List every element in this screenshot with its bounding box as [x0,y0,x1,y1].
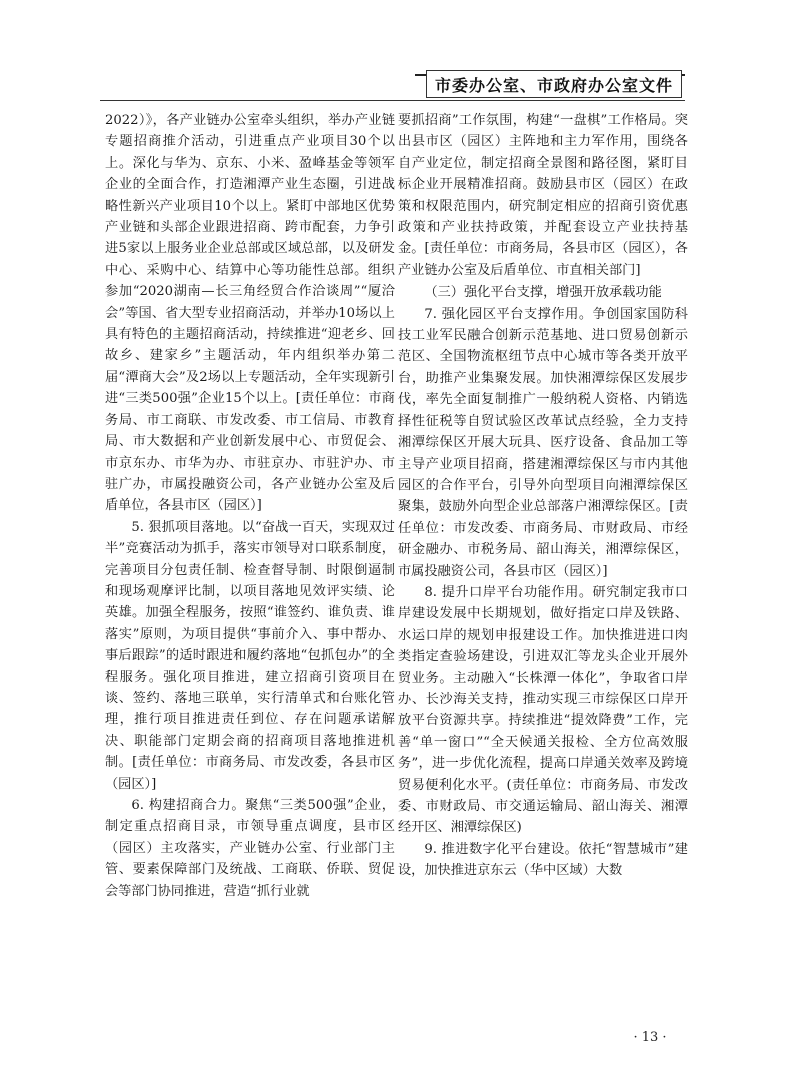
paragraph-item-8: 8. 提升口岸平台功能作用。研究制定我市口岸建设发展中长期规划，做好指定口岸及铁路、水运口岸的规划申报建设工作。加快推进进口肉类指定查验场建设，引进双汇等龙头企业开展外贸业务。主动融入“长株潭一体化”，争取省口岸办、长沙海关支持，推动实现三市综保区口岸开放平台资源共享。持续推进“提效降费”工作，完善“单一窗口”“全天候通关报检、全方位高效服务”，进一步优化流程，提高口岸通关效率及跨境贸易便利化水平。(责任单位：市商务局、市发改委、市财政局、市交通运输局、韶山海关、湘潭经开区、湘潭综保区) [398,584,688,836]
paragraph-continued-right: 要抓招商”工作氛围，构建“一盘棋”工作格局。突出县市区（园区）主阵地和主力军作用，围绕各自产业定位，制定招商全景图和路径图，紧盯目标企业开展精准招商。鼓励县市区（园区）在政策和权限范围内，研究制定相应的招商引资优惠政策和产业扶持政策，并配套设立产业扶持基金。[责任单位：市商务局，各县市区（园区），各产业链办公室及后盾单位、市直相关部门] [398,113,688,278]
header-divider [100,100,685,101]
page-number: · 13 · [633,1030,667,1045]
paragraph-item-9: 9. 推进数字化平台建设。依托“智慧城市”建设，加快推进京东云（华中区域）大数 [398,841,688,879]
section-heading-3: （三）强化平台支撑，增强开放承载功能 [424,285,662,301]
running-header [426,70,682,98]
paragraph-item-6: 6. 构建招商合力。聚焦“三类500强”企业，制定重点招商目录，市领导重点调度，县市区（园区）主攻落实，产业链办公室、行业部门主管、要素保障部门及统战、工商联、侨联、贸促会等部门协同推进，营造“抓行业就 [105,798,395,899]
running-header-title: 市委办公室、市政府办公室文件 [434,75,673,95]
right-column [398,110,688,882]
left-column [105,110,395,902]
paragraph-item-5: 5. 狠抓项目落地。以“奋战一百天，实现双过半”竞赛活动为抓手，落实市领导对口联系制度，完善项目分包责任制、检查督导制、时限倒逼制和现场观摩评比制，以项目落地见效评实绩、论英雄。加强全程服务，按照“谁签约、谁负责、谁落实”原则，为项目提供“事前介入、事中帮办、事后跟踪”的适时跟进和履约落地“包抓包办”的全程服务。强化项目推进，建立招商引资项目在谈、签约、落地三联单，实行清单式和台账化管理，推行项目推进责任到位、存在问题承诺解决、职能部门定期会商的招商项目落地推进机制。[责任单位：市商务局、市发改委，各县市区（园区）] [105,519,395,792]
paragraph-item-7: 7. 强化园区平台支撑作用。争创国家国防科技工业军民融合创新示范基地、进口贸易创新示范区、全国物流枢纽节点中心城市等各类开放平台，助推产业集聚发展。加快湘潭综保区发展步伐，率先全面复制推广一般纳税人资格、内销选择性征税等自贸试验区改革试点经验，全力支持湘潭综保区开展大玩具、医疗设备、食品加工等主导产业项目招商，搭建湘潭综保区与市内其他园区的合作平台，引导外向型项目向湘潭综保区聚集，鼓励外向型企业总部落户湘潭综保区。[责任单位：市发改委、市商务局、市财政局、市经研金融办、市税务局、韶山海关，湘潭综保区，市属投融资公司，各县市区（园区）] [398,306,688,579]
paragraph-continued: 2022）》，各产业链办公室牵头组织，举办产业链专题招商推介活动，引进重点产业项目30个以上。深化与华为、京东、小米、盈峰基金等领军企业的全面合作，打造湘潭产业生态圈，引进战略性新兴产业项目10个以上。紧盯中部地区优势产业链和头部企业跟进招商、跨市配套，力争引进5家以上服务业企业总部或区域总部，以及研发中心、采购中心、结算中心等功能性总部。组织参加“2020湖南—长三角经贸合作洽谈周”“厦洽会”等国、省大型专业招商活动，并举办10场以上具有特色的主题招商活动，持续推进“迎老乡、回故乡、建家乡”主题活动，年内组织举办第二届“潭商大会”及2场以上专题活动，全年实现新引进“三类500强”企业15个以上。[责任单位：市商务局、市工商联、市发改委、市工信局、市教育局、市大数据和产业创新发展中心、市贸促会、市京东办、市华为办、市驻京办、市驻沪办、市驻广办，市属投融资公司，各产业链办公室及后盾单位，各县市区（园区）] [105,113,395,514]
